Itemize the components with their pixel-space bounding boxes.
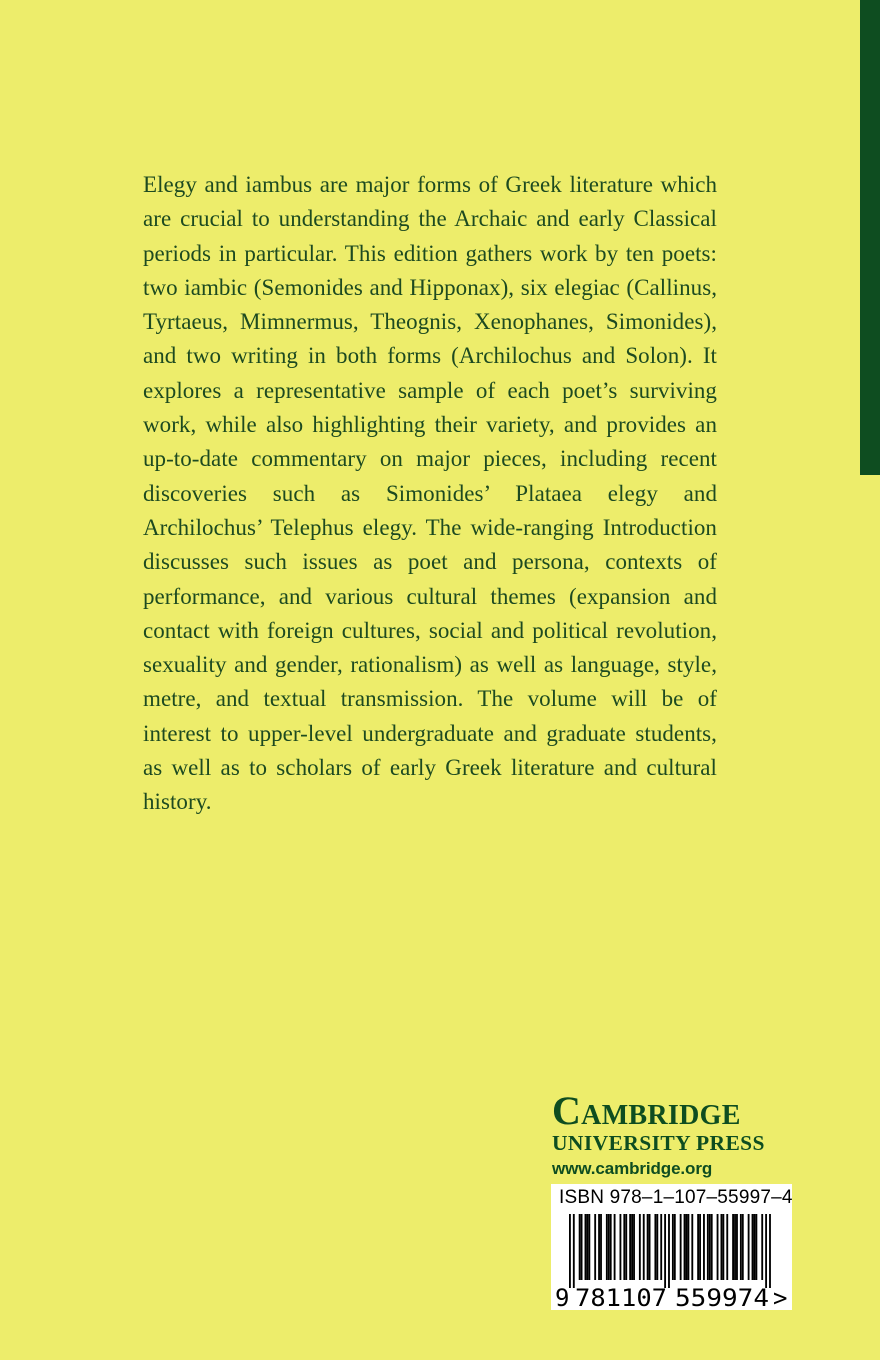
barcode-bar <box>606 1214 608 1280</box>
barcode-bar <box>664 1214 666 1288</box>
barcode-digits-group2: 559974 <box>675 1284 769 1310</box>
barcode-bar <box>748 1214 750 1280</box>
barcode-bar <box>654 1214 656 1280</box>
barcode-bar <box>668 1214 670 1288</box>
publisher-subtitle: UNIVERSITY PRESS <box>552 1131 765 1155</box>
barcode-bar <box>633 1214 635 1280</box>
barcode-bar <box>629 1214 631 1280</box>
barcode-bar <box>691 1214 693 1280</box>
isbn-label: ISBN 978–1–107–55997–4 <box>559 1187 793 1208</box>
barcode-bar <box>581 1214 583 1280</box>
isbn-barcode-box <box>551 1184 792 1310</box>
barcode-bar <box>579 1214 581 1280</box>
spine-color-bar <box>860 0 880 475</box>
barcode-bar <box>722 1214 724 1280</box>
barcode-bar <box>600 1214 602 1280</box>
barcode-bar <box>765 1214 767 1288</box>
barcode-bar <box>686 1214 688 1280</box>
barcode-bar <box>598 1214 600 1280</box>
barcode-bars <box>569 1214 771 1288</box>
publisher-url: www.cambridge.org <box>552 1159 713 1178</box>
barcode-bar <box>674 1214 676 1280</box>
barcode-bar <box>732 1214 734 1280</box>
barcode-bar <box>699 1214 701 1280</box>
barcode-bar <box>585 1214 587 1280</box>
barcode-bar <box>680 1214 682 1280</box>
barcode-bar <box>761 1214 763 1280</box>
barcode-bar <box>625 1214 627 1280</box>
barcode-bar <box>643 1214 645 1280</box>
barcode-bar <box>594 1214 596 1280</box>
barcode-bar <box>623 1214 625 1280</box>
back-cover-blurb: Elegy and iambus are major forms of Greek literature which are crucial to understanding the Archaic and early Classical periods in particular. This edition gathers work by ten poets: two iambic (Semonides and Hipponax), six elegiac (Callinus, Tyrtaeus, Mimnermus, Theognis, Xenophanes, Simonides), and two writing in both forms (Archilochus and Solon). It explores a representative sample of each poet’s surviving work, while also highlighting their variety, and provides an up-to-date commentary on major pieces, including recent discoveries such as Simonides’ Plataea elegy and Archilochus’ Telephus elegy. The wide-ranging Introduction discusses such issues as poet and persona, contexts of performance, and various cultural themes (expansion and contact with foreign cultures, social and political revolution, sexuality and gender, rationalism) as well as language, style, metre, and textual transmission. The volume will be of interest to upper-level undergraduate and graduate students, as well as to scholars of early Greek literature and cultural history. <box>143 172 717 815</box>
barcode-bar <box>709 1214 711 1280</box>
barcode-bar <box>620 1214 622 1280</box>
barcode-bar <box>711 1214 713 1280</box>
barcode-bar <box>656 1214 658 1280</box>
barcode-bar <box>754 1214 756 1280</box>
barcode-bar <box>755 1214 757 1280</box>
barcode-bar <box>647 1214 649 1280</box>
barcode-bar <box>736 1214 738 1280</box>
publisher-name: Cambridge <box>552 1088 741 1133</box>
barcode-bar <box>742 1214 744 1280</box>
barcode-bar <box>721 1214 723 1280</box>
barcode-bar <box>717 1214 719 1280</box>
barcode-digit-first: 9 <box>555 1284 570 1310</box>
barcode-bar <box>588 1214 590 1280</box>
barcode-bar <box>649 1214 651 1280</box>
barcode-bar <box>608 1214 610 1280</box>
barcode-bar <box>726 1214 728 1280</box>
barcode-bar <box>614 1214 616 1280</box>
barcode-bar <box>697 1214 699 1280</box>
barcode-bar <box>687 1214 689 1280</box>
barcode-bar <box>586 1214 588 1280</box>
publisher-imprint <box>552 1088 792 1180</box>
barcode-bar <box>660 1214 662 1280</box>
barcode-bar <box>769 1214 771 1288</box>
barcode-bar <box>573 1214 575 1288</box>
barcode-bar <box>569 1214 571 1288</box>
barcode-bar <box>610 1214 612 1280</box>
barcode-bar <box>631 1214 633 1280</box>
barcode-bar <box>672 1214 674 1280</box>
barcode-graphic <box>551 1212 792 1310</box>
barcode-bar <box>703 1214 705 1280</box>
barcode-quiet-mark: > <box>773 1284 788 1310</box>
barcode-bar <box>734 1214 736 1280</box>
barcode-bar <box>684 1214 686 1280</box>
barcode-digits-group1: 781107 <box>575 1284 667 1310</box>
barcode-bar <box>752 1214 754 1280</box>
barcode-bar <box>740 1214 742 1280</box>
barcode-bar <box>639 1214 641 1280</box>
barcode-bar <box>707 1214 709 1280</box>
